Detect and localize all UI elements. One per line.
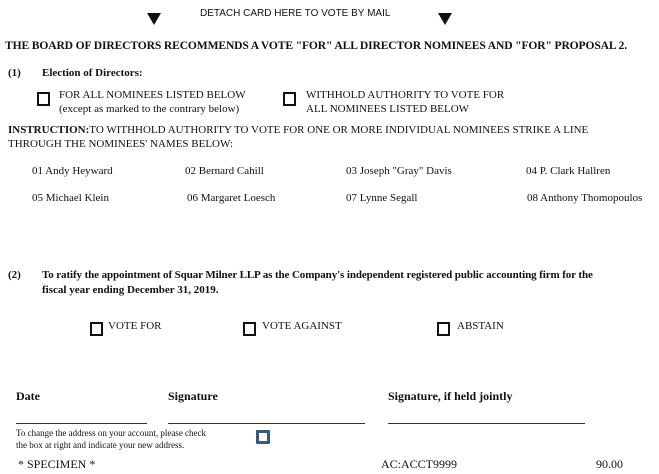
nominee-06: 06 Margaret Loesch [187, 192, 276, 204]
nominee-08: 08 Anthony Thomopoulos [527, 192, 643, 204]
date-field[interactable] [16, 423, 147, 424]
proposal-2-text-2: fiscal year ending December 31, 2019. [42, 284, 219, 296]
nominee-01: 01 Andy Heyward [32, 165, 113, 177]
vote-for-all-label: FOR ALL NOMINEES LISTED BELOW [59, 89, 246, 101]
instruction-label: INSTRUCTION: [8, 124, 90, 136]
signature-field[interactable] [168, 423, 365, 424]
abstain-label: ABSTAIN [457, 320, 504, 332]
detach-instruction: DETACH CARD HERE TO VOTE BY MAIL [200, 8, 391, 19]
nominee-07: 07 Lynne Segall [346, 192, 418, 204]
account-number: AC:ACCT9999 [381, 457, 458, 471]
address-change-text: To change the address on your account, please check [16, 428, 207, 438]
proposal-1-title: Election of Directors: [42, 67, 143, 79]
instruction-text-2: THROUGH THE NOMINEES' NAMES BELOW: [8, 138, 234, 150]
vote-for-all-nominees-checkbox[interactable] [37, 92, 50, 106]
nominee-05: 05 Michael Klein [32, 192, 109, 204]
board-recommendation: THE BOARD OF DIRECTORS RECOMMENDS A VOTE "FOR" ALL DIRECTOR NOMINEES AND "FOR" PROPOSAL 2. [5, 39, 627, 52]
proposal-1-number: (1) [8, 67, 21, 79]
address-change-checkbox[interactable] [256, 430, 270, 444]
nominee-04: 04 P. Clark Hallren [526, 165, 611, 177]
proposal-2-number: (2) [8, 269, 21, 281]
vote-against-checkbox[interactable] [243, 322, 256, 336]
nominee-02: 02 Bernard Cahill [185, 165, 264, 177]
abstain-checkbox[interactable] [437, 322, 450, 336]
specimen-label: * SPECIMEN * [18, 457, 96, 471]
date-label: Date [16, 389, 40, 403]
vote-for-label: VOTE FOR [108, 320, 162, 332]
amount: 90.00 [596, 457, 623, 471]
vote-against-label: VOTE AGAINST [262, 320, 342, 332]
vote-for-all-sublabel: (except as marked to the contrary below) [59, 103, 240, 115]
withhold-all-label: WITHHOLD AUTHORITY TO VOTE FOR [306, 89, 505, 101]
withhold-all-sublabel: ALL NOMINEES LISTED BELOW [306, 103, 470, 115]
nominee-03: 03 Joseph "Gray" Davis [346, 165, 452, 177]
signature-label: Signature [168, 389, 218, 403]
joint-signature-field[interactable] [388, 423, 585, 424]
arrow-down-icon [147, 13, 161, 25]
joint-signature-label: Signature, if held jointly [388, 389, 513, 403]
withhold-all-checkbox[interactable] [283, 92, 296, 106]
instruction-text: TO WITHHOLD AUTHORITY TO VOTE FOR ONE OR MORE INDIVIDUAL NOMINEES STRIKE A LINE [89, 124, 589, 136]
proposal-2-text: To ratify the appointment of Squar Milner LLP as the Company's independent registered public accounting firm for the [42, 269, 593, 281]
arrow-down-icon [438, 13, 452, 25]
vote-for-checkbox[interactable] [90, 322, 103, 336]
address-change-text-2: the box at right and indicate your new address. [16, 440, 185, 450]
